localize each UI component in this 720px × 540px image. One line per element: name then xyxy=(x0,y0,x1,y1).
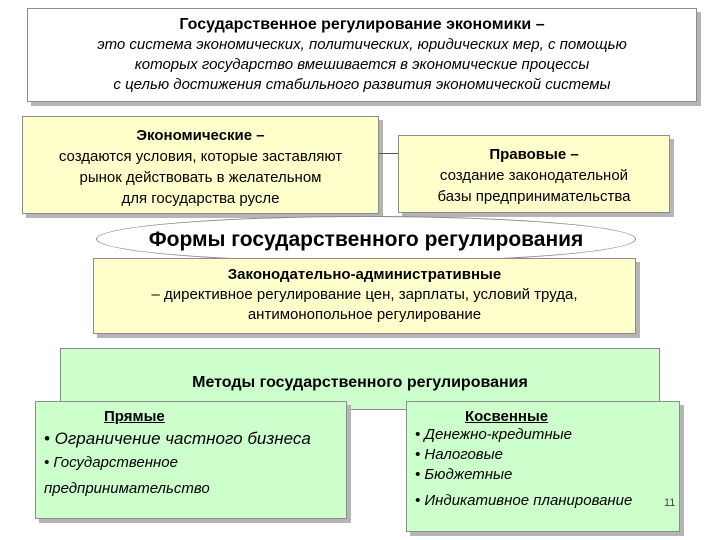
methods-title: Методы государственного регулирования xyxy=(192,374,528,391)
economic-line: создаются условия, которые заставляют xyxy=(58,148,343,165)
page-number: 11 xyxy=(664,497,676,509)
legal-line: создание законодательной xyxy=(439,167,629,184)
admin-line: антимонопольное регулирование xyxy=(247,306,482,323)
definition-line: с целью достижения стабильного развития экономической системы xyxy=(113,76,611,93)
legal-box xyxy=(398,135,670,213)
definition-title: Государственное регулирование экономики – xyxy=(179,16,545,33)
indirect-heading: Косвенные xyxy=(465,408,549,425)
definition-box xyxy=(27,8,697,102)
economic-box xyxy=(22,116,379,214)
indirect-item: • Бюджетные xyxy=(415,466,513,483)
indirect-item: • Денежно-кредитные xyxy=(415,426,573,443)
legal-line: базы предпринимательства xyxy=(437,188,631,205)
definition-line: которых государство вмешивается в экономические процессы xyxy=(134,56,590,73)
admin-box xyxy=(93,258,636,334)
indirect-item: • Налоговые xyxy=(415,446,504,463)
forms-banner: Формы государственного регулирования xyxy=(96,216,636,262)
admin-line: – директивное регулирование цен, зарплаты, условий труда, xyxy=(151,286,578,303)
direct-item: • Ограничение частного бизнеса xyxy=(44,429,311,448)
economic-line: для государства русле xyxy=(121,190,280,207)
economic-line: рынок действовать в желательном xyxy=(79,169,322,186)
indirect-item: • Индикативное планирование xyxy=(415,492,633,509)
direct-methods-box xyxy=(35,401,347,519)
direct-item: предпринимательство xyxy=(44,480,210,497)
legal-title: Правовые – xyxy=(489,146,579,163)
direct-item: • Государственное xyxy=(44,454,178,471)
admin-title: Законодательно-административные xyxy=(227,266,502,283)
connector-line xyxy=(379,153,398,154)
direct-heading: Прямые xyxy=(104,408,165,425)
definition-line: это система экономических, политических, юридических мер, с помощью xyxy=(97,36,627,53)
economic-title: Экономические – xyxy=(136,127,265,144)
indirect-methods-box xyxy=(406,401,680,532)
